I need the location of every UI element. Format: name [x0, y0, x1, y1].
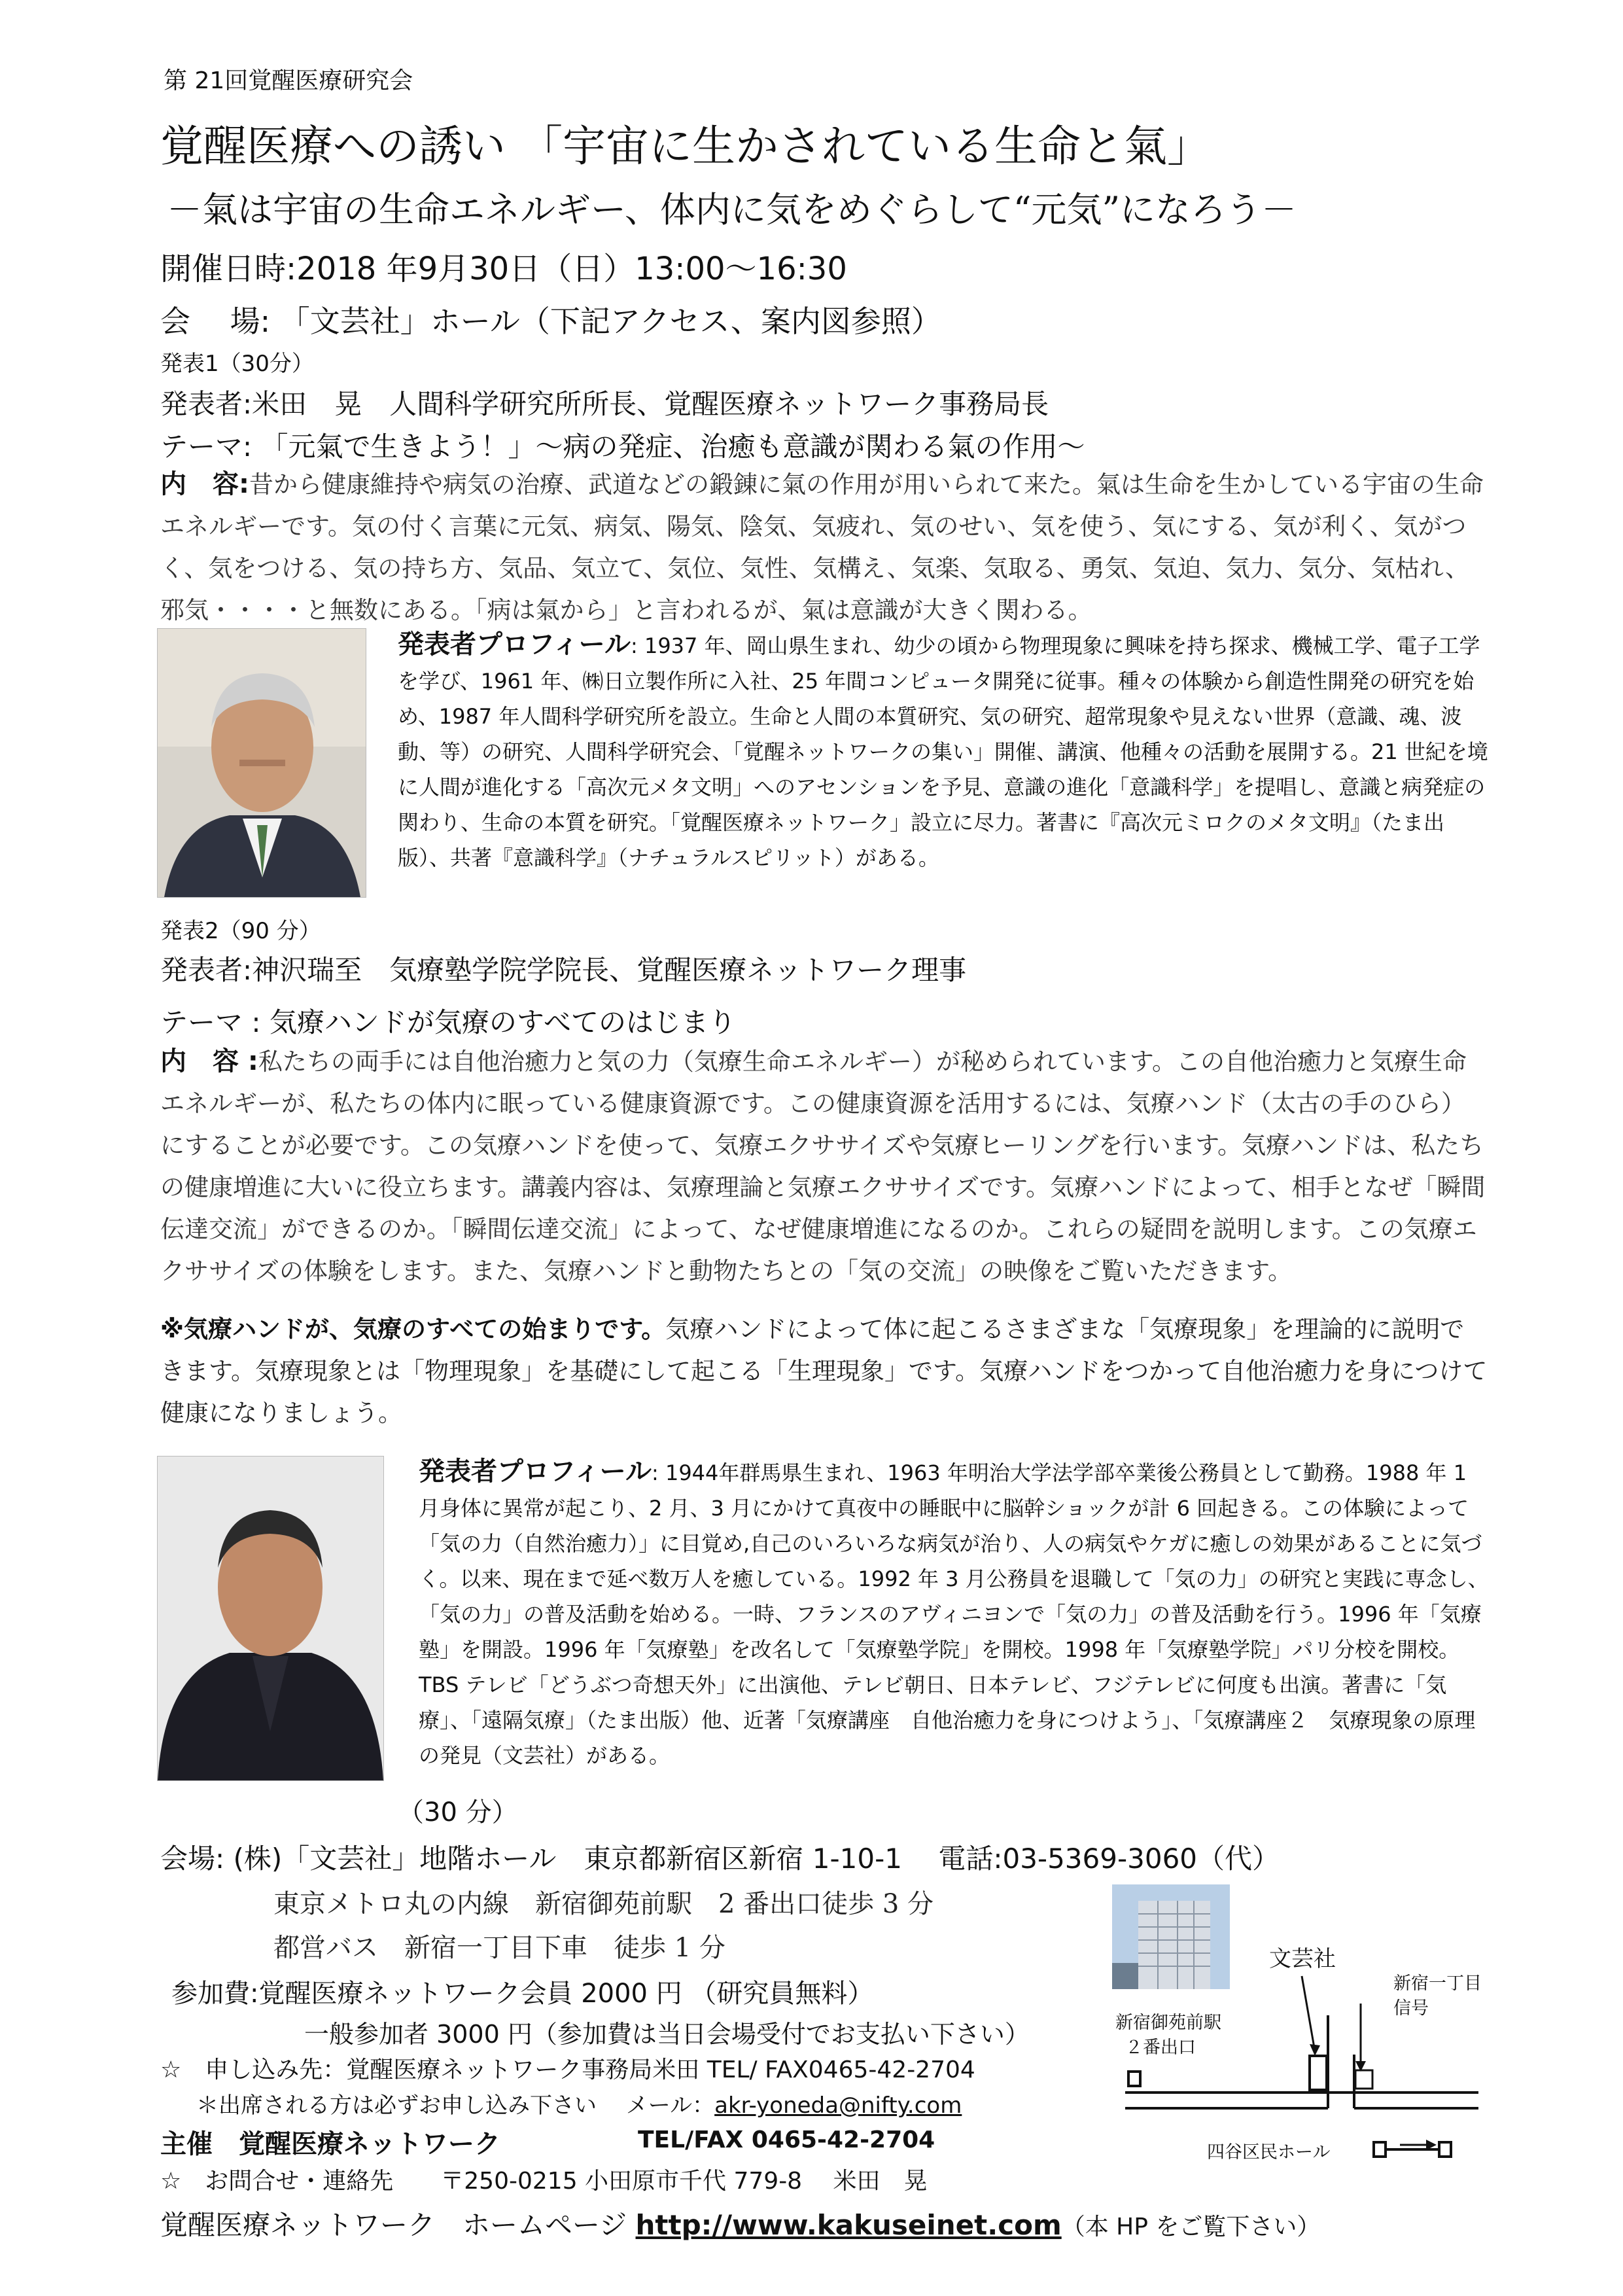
- talk2-label: 発表2（90 分）: [160, 918, 321, 944]
- talk2-note-text: 気療ハンドによって体に起こるさまざまな「気療現象」を理論的に説明できます。気療現象とは「物理現象」を基礎にして起こる「生理現象」です。気療ハンドをつかって自他治癒力を身につけて健康になりましょう。: [160, 1315, 1488, 1427]
- apply-note-text: ＊出席される方は必ずお申し込み下さい メール：: [196, 2093, 715, 2119]
- talk2-theme: テーマ : 気療ハンドが気療のすべてのはじまり: [160, 1006, 737, 1038]
- homepage-note: （本 HP をご覧下さい）: [1061, 2214, 1321, 2240]
- access-map: [1112, 1884, 1492, 2179]
- fee-general: 一般参加者 3000 円（参加費は当日会場受付でお支払い下さい）: [304, 2020, 1030, 2049]
- contact-info: ☆ お問合せ・連絡先 〒250-0215 小田原市千代 779-8 米田 晃: [160, 2168, 928, 2195]
- fee-member: 参加費:覚醒医療ネットワーク会員 2000 円 （研究員無料）: [171, 1979, 874, 2009]
- map-hall-label: 四谷区民ホール: [1207, 2142, 1331, 2163]
- map-station-label-1: 新宿御苑前駅: [1115, 2013, 1221, 2033]
- talk1-content: [160, 463, 1488, 631]
- map-signal-label-2: 信号: [1393, 1998, 1429, 2019]
- event-venue: 会 場: 「文芸社」ホール（下記アクセス、案内図参照）: [160, 304, 941, 339]
- talk2-content: [160, 1040, 1488, 1292]
- talk1-presenter: 発表者:米田 晃 人間科学研究所所長、覚醒医療ネットワーク事務局長: [160, 388, 1049, 420]
- map-station-label-2: ２番出口: [1125, 2038, 1196, 2058]
- talk1-label: 発表1（30分）: [160, 351, 314, 377]
- organizer: 主催 覚醒医療ネットワーク: [160, 2129, 500, 2159]
- session-label: 第 21回覚醒医療研究会: [164, 67, 413, 94]
- building-photo: [1112, 1884, 1230, 1989]
- talk2-profile-text: : 1944年群馬県生まれ、1963 年明治大学法学部卒業後公務員として勤務。1988 年 1 月身体に異常が起こり、2 月、3 月にかけて真夜中の睡眠中に脳幹ショックが計 6 回起きる。この体験によって「気の力（自然治癒力）」に目覚め,自己のいろいろな病気が治り、人の病気やケガに癒しの効果があることに気づく。以来、現在まで延べ数万人を癒している。1992 年 3 月公務員を退職して「気の力」の研究と実践に専念し、「気の力」の普及活動を始める。一時、フランスのアヴィニヨンで「気の力」の普及活動を行う。1996 年「気療塾」を開設。1996 年「気療塾」を改名して「気療塾学院」を開校。1998 年「気療塾学院」パリ分校を開校。TBS テレビ「どうぶつ奇想天外」に出演他、テレビ朝日、日本テレビ、フジテレビに何度も出演。著書に「気療」、「遠隔気療」（たま出版）他、近著「気療講座 自他治癒力を身につけよう」、「気療講座２ 気療現象の原理の発見（文芸社）がある。: [419, 1460, 1489, 1768]
- talk2-note-bold: ※気療ハンドが、気療のすべての始まりです。: [160, 1315, 666, 1343]
- talk2-content-text: 私たちの両手には自他治癒力と気の力（気療生命エネルギー）が秘められています。この自他治癒力と気療生命エネルギーが、私たちの体内に眠っている健康資源です。この健康資源を活用するには、気療ハンド（太古の手のひら）にすることが必要です。この気療ハンドを使って、気療エクササイズや気療ヒーリングを行います。気療ハンドは、私たちの健康増進に大いに役立ちます。講義内容は、気療理論と気療エクササイズです。気療ハンドによって、相手となぜ「瞬間伝達交流」ができるのか。「瞬間伝達交流」によって、なぜ健康増進になるのか。これらの疑問を説明します。この気療エクササイズの体験をします。また、気療ハンドと動物たちとの「気の交流」の映像をご覧いただきます。: [160, 1048, 1486, 1285]
- talk1-content-text: 昔から健康維持や病気の治療、武道などの鍛錬に氣の作用が用いられて来た。氣は生命を生かしている宇宙の生命エネルギーです。気の付く言葉に元気、病気、陽気、陰気、気疲れ、気のせい、気を使う、気にする、気が利く、気がつく、気をつける、気の持ち方、気品、気立て、気位、気性、気構え、気楽、気取る、勇気、気迫、気力、気分、気枯れ、邪気・・・・と無数にある。「病は氣から」と言われるが、氣は意識が大きく関わる。: [160, 470, 1484, 624]
- access-venue: 会場: (株)「文芸社」地階ホール 東京都新宿区新宿 1-10-1 電話:03-5369-3060（代）: [160, 1843, 1280, 1875]
- talk1-theme: テーマ: 「元氣で生きよう！」～病の発症、治癒も意識が関わる氣の作用～: [160, 431, 1085, 463]
- page-subtitle: －氣は宇宙の生命エネルギー、体内に気をめぐらして“元気”になろう－: [167, 189, 1297, 230]
- talk1-profile-label: 発表者プロフィール: [398, 629, 631, 660]
- access-metro: 東京メトロ丸の内線 新宿御苑前駅 2 番出口徒歩 3 分: [273, 1889, 934, 1919]
- talk2-presenter: 発表者:神沢瑞至 気療塾学院学院長、覚醒医療ネットワーク理事: [160, 954, 967, 986]
- talk1-content-label: 内 容:: [160, 469, 249, 499]
- talk2-extra: （30 分）: [398, 1797, 518, 1828]
- event-datetime: 開催日時:2018 年9月30日（日）13:00～16:30: [160, 251, 847, 287]
- talk1-profile-text: : 1937 年、岡山県生まれ、幼少の頃から物理現象に興味を持ち探求、機械工学、電子工学を学び、1961 年、㈱日立製作所に入社、25 年間コンピュータ開発に従事。種々の体験から創造性開発の研究を始め、1987 年人間科学研究所を設立。生命と人間の本質研究、気の研究、超常現象や見えない世界（意識、魂、波動、等）の研究、人間科学研究会、「覚醒ネットワークの集い」開催、講演、他種々の活動を展開する。21 世紀を境に人間が進化する「高次元メタ文明」へのアセンションを予見、意識の進化「意識科学」を提唱し、意識と病発症の関わり、生命の本質を研究。「覚醒医療ネットワーク」設立に尽力。著書に『高次元ミロクのメタ文明』（たま出版）、共著『意識科学』（ナチュラルスピリット）がある。: [398, 633, 1488, 870]
- homepage-label: 覚醒医療ネットワーク ホームページ: [160, 2209, 627, 2241]
- talk2-content-label: 内 容 :: [160, 1046, 258, 1076]
- map-signal-label-1: 新宿一丁目: [1393, 1973, 1482, 1994]
- presenter2-photo: [157, 1456, 384, 1781]
- talk2-profile: [419, 1454, 1492, 1773]
- presenter1-photo: [157, 628, 366, 898]
- homepage-link[interactable]: http://www.kakuseinet.com: [635, 2209, 1062, 2241]
- access-bus: 都営バス 新宿一丁目下車 徒歩 1 分: [273, 1933, 725, 1963]
- homepage-line: [160, 2204, 1320, 2243]
- apply-note: [196, 2087, 962, 2119]
- organizer-tel: TEL/FAX 0465-42-2704: [638, 2127, 935, 2153]
- talk2-note: [160, 1309, 1488, 1434]
- page-title: 覚醒医療への誘い 「宇宙に生かされている生命と氣」: [160, 121, 1210, 171]
- talk1-profile: [398, 627, 1490, 875]
- apply-info: ☆ 申し込み先：覚醒医療ネットワーク事務局米田 TEL/ FAX0465-42-2704: [160, 2057, 975, 2083]
- email-link[interactable]: akr-yoneda@nifty.com: [714, 2093, 962, 2119]
- talk2-profile-label: 発表者プロフィール: [419, 1457, 652, 1487]
- map-bunge-label: 文芸社: [1269, 1946, 1336, 1972]
